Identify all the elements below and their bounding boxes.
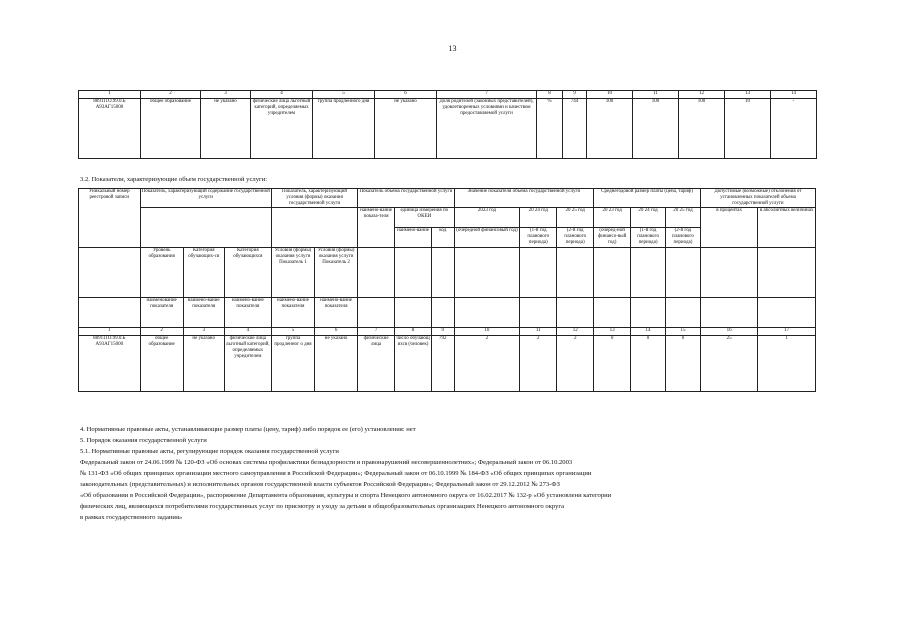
col-num: 11 xyxy=(520,328,557,336)
text-line: 5. Порядок оказания государственной услуги xyxy=(80,437,207,444)
header-price: Среднегодовой размер платы (цена, тариф) xyxy=(594,189,701,208)
section-heading: 3.2. Показатели, характеризующие объем государственной услуги: xyxy=(80,176,268,183)
header-year-1-sub: (очередной финансовый год) xyxy=(454,228,520,248)
col-num: 5 xyxy=(271,328,314,336)
subheader-category-2: Категория обучающихся xyxy=(224,248,271,298)
subheader-name: наимено-вание показателя xyxy=(224,298,271,328)
header-deviation: Допустимые (возможные) отклонения от установленных показателей объема государственной услуги xyxy=(700,189,815,208)
header-year-3-sub: (2-й год планового периода) xyxy=(557,228,594,248)
table-header-row xyxy=(79,328,816,336)
header-price-year-3-sub: (2-й год планового периода) xyxy=(666,228,701,248)
cell: 2 xyxy=(557,336,594,392)
col-num: 9 xyxy=(563,91,587,99)
volume-indicators-table xyxy=(78,188,816,392)
col-num: 10 xyxy=(587,91,633,99)
col-num: 13 xyxy=(725,91,771,99)
header-percent: в процентах xyxy=(700,208,757,248)
subheader-education-level: Уровень образования xyxy=(140,248,183,298)
normative-acts-text xyxy=(80,424,810,523)
col-num: 6 xyxy=(315,328,358,336)
cell: общее образование xyxy=(141,99,201,159)
header-unit-name: наимено-вание xyxy=(395,228,432,248)
text-line: 5.1. Нормативные правовые акты, регулирующие порядок оказания государственной услуги xyxy=(80,448,339,455)
cell: 889111О.99.0.Б А93АГ15000 xyxy=(79,99,141,159)
header-conditions: Показатель, характеризующий условия (формы) оказания государственной услуги xyxy=(271,189,357,208)
cell: 0 xyxy=(594,336,631,392)
col-num: 1 xyxy=(79,328,141,336)
col-num: 5 xyxy=(313,91,375,99)
cell: физические лица льготный категорий, определяемых учредителем xyxy=(251,99,313,159)
table-header-row xyxy=(79,91,817,99)
col-num: 2 xyxy=(140,328,183,336)
col-num: 1 xyxy=(79,91,141,99)
header-year-1: 2023 год xyxy=(454,208,520,228)
cell: 0 xyxy=(666,336,701,392)
col-num: 12 xyxy=(679,91,725,99)
subheader-name: наимено-вание показателя xyxy=(315,298,358,328)
cell: число обучающ ихся (человек) xyxy=(395,336,432,392)
cell: группа продленног о дня xyxy=(271,336,314,392)
header-unit: единица измерения по ОКЕИ xyxy=(395,208,455,228)
cell: 889111О.99.0.Б А93АГ15000 xyxy=(79,336,141,392)
subheader-name: наименование показателя xyxy=(140,298,183,328)
col-num: 10 xyxy=(454,328,520,336)
header-content: Показатель, характеризующий содержание государственной услуги xyxy=(140,189,271,208)
header-price-year-2-sub: (1-й год планового периода) xyxy=(631,228,666,248)
header-year-2-sub: (1-й год планового периода) xyxy=(520,228,557,248)
cell: Доля родителей (законных представителей), удовлетворенных условиями и качеством предоставляемой услуги xyxy=(437,99,537,159)
cell: общее образование xyxy=(140,336,183,392)
cell: не указано xyxy=(183,336,224,392)
subheader-category: Категория обучающих-ся xyxy=(183,248,224,298)
col-num: 11 xyxy=(633,91,679,99)
text-line: в рамках государственного задания» xyxy=(80,514,183,521)
cell: 2 xyxy=(520,336,557,392)
col-num: 9 xyxy=(432,328,455,336)
header-indicator-name: наимено-вание показа-теля xyxy=(358,208,395,248)
text-line: № 131-ФЗ «Об общих принципах организации местного самоуправления в Российской Федерации»; Федеральный закон от 06.10.1999 № 184-ФЗ «Об общих принципах организации xyxy=(80,470,592,477)
cell: % xyxy=(537,99,563,159)
cell: 1 xyxy=(758,336,816,392)
text-line: Федеральный закон от 24.06.1999 № 120-ФЗ «Об основах системы профилактики безнадзорности и правонарушений несовершеннолетних»; Федеральный закон от 06.10.2003 xyxy=(80,459,573,466)
col-num: 3 xyxy=(201,91,251,99)
col-num: 12 xyxy=(557,328,594,336)
col-num: 8 xyxy=(395,328,432,336)
col-num: 8 xyxy=(537,91,563,99)
header-volume: Показатель объема государственной услуги xyxy=(358,189,454,208)
cell: не указано xyxy=(315,336,358,392)
subheader-condition-2: Условия (формы) оказания услуги Показатель 2 xyxy=(315,248,358,298)
cell: 25 xyxy=(700,336,757,392)
col-num: 4 xyxy=(251,91,313,99)
cell: 792 xyxy=(432,336,455,392)
cell: не указано xyxy=(201,99,251,159)
header-price-year-1-sub: (очеред-ной финансо-вый год) xyxy=(594,228,631,248)
cell: группа продленного дня xyxy=(313,99,375,159)
cell: физические лица xyxy=(358,336,395,392)
cell: 744 xyxy=(563,99,587,159)
header-value: Значение показателя объема государственной услуги xyxy=(454,189,594,208)
header-year-3: 20 25 год xyxy=(557,208,594,228)
cell: 10 xyxy=(725,99,771,159)
col-num: 14 xyxy=(631,328,666,336)
col-num: 3 xyxy=(183,328,224,336)
col-num: 16 xyxy=(700,328,757,336)
cell: физические лица льготный категорий, определяемых учредителем xyxy=(224,336,271,392)
text-line: законодательных (представительных) и исполнительных органов государственной власти субъектов Российской Федерации»; Федеральный закон от 29.12.2012 № 273-ФЗ xyxy=(80,481,560,488)
text-line: «Об образовании в Российской Федерации», распоряжение Департамента образования, культуры и спорта Ненецкого автономного округа от 16.02.2017 № 132-р «Об установлени категории xyxy=(80,492,612,499)
col-num: 13 xyxy=(594,328,631,336)
table-row xyxy=(79,99,817,159)
col-num: 17 xyxy=(758,328,816,336)
header-absolute: в абсолютных величинах xyxy=(758,208,816,248)
header-year-2: 20 24 год xyxy=(520,208,557,228)
page-number: 13 xyxy=(448,44,457,53)
text-line: физических лиц, являющихся потребителями государственных услуг по присмотру и уходу за детьми в общеобразовательных организациях Ненецкого автономного округа xyxy=(80,503,565,510)
subheader-condition-1: Условия (формы) оказания услуги Показатель 1 xyxy=(271,248,314,298)
cell: не указано xyxy=(375,99,437,159)
table-row xyxy=(79,336,816,392)
header-price-year-3: 20 25 год xyxy=(666,208,701,228)
col-num: 15 xyxy=(666,328,701,336)
header-unique-number: Уникальный номер реестровой записи xyxy=(79,189,141,248)
cell: 100 xyxy=(679,99,725,159)
cell: - xyxy=(771,99,817,159)
quality-indicators-table xyxy=(78,90,817,159)
cell: 2 xyxy=(454,336,520,392)
cell: 100 xyxy=(633,99,679,159)
header-unit-code: код xyxy=(432,228,455,248)
col-num: 7 xyxy=(437,91,537,99)
cell: 100 xyxy=(587,99,633,159)
col-num: 14 xyxy=(771,91,817,99)
header-price-year-2: 20 24 год xyxy=(631,208,666,228)
col-num: 4 xyxy=(224,328,271,336)
header-price-year-1: 20 23 год xyxy=(594,208,631,228)
col-num: 2 xyxy=(141,91,201,99)
subheader-name: наимено-вание показателя xyxy=(271,298,314,328)
subheader-name: наимено-вание показателя xyxy=(183,298,224,328)
col-num: 6 xyxy=(375,91,437,99)
col-num: 7 xyxy=(358,328,395,336)
cell: 0 xyxy=(631,336,666,392)
text-line: 4. Нормативные правовые акты, устанавливающие размер платы (цену, тариф) либо порядок ее (его) установления: нет xyxy=(80,426,416,433)
